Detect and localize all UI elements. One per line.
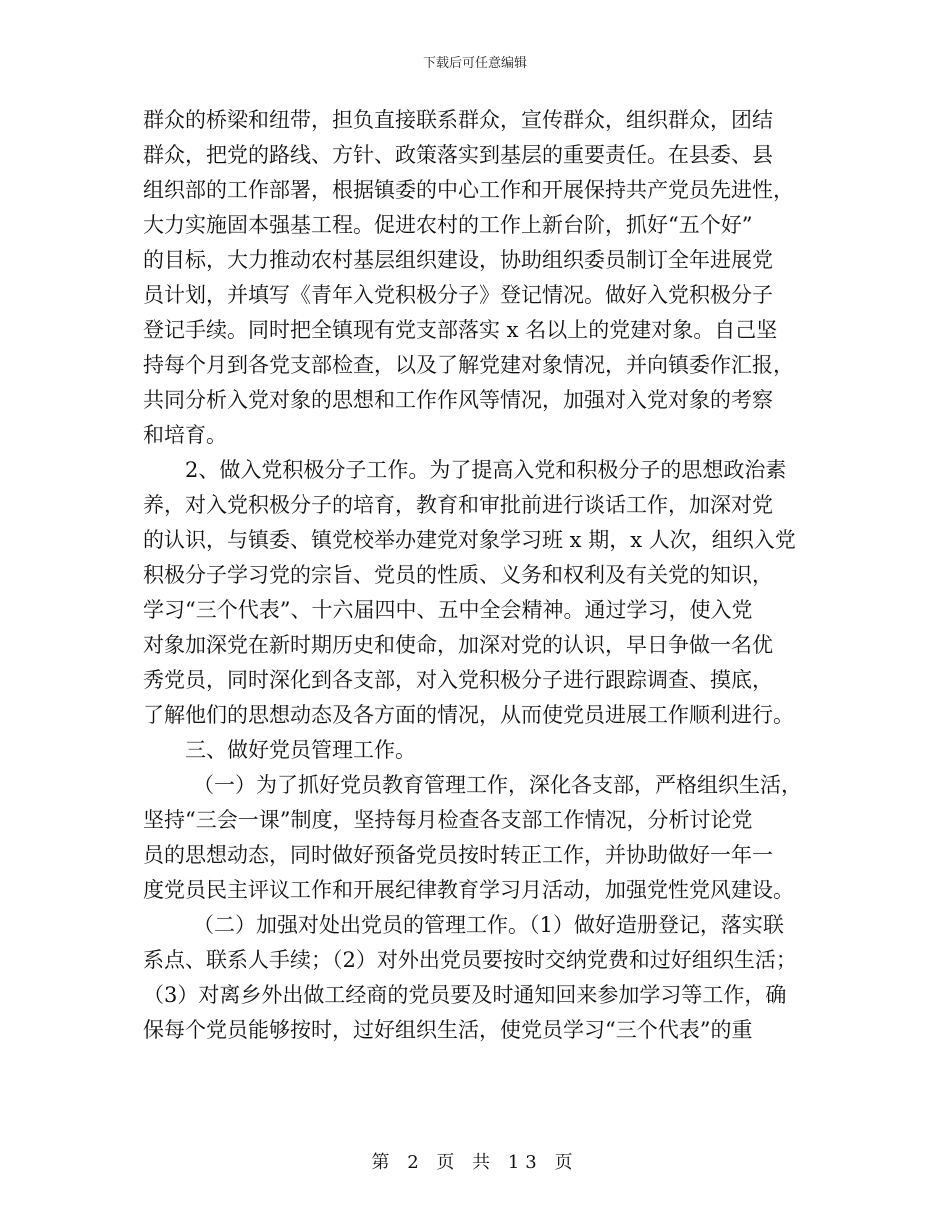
text-line: 积极分子学习党的宗旨、党员的性质、义务和权利及有关党的知识， [143,563,773,587]
text-line: 共同分析入党对象的思想和工作作风等情况，加强对入党对象的考察 [143,388,773,412]
section-heading: 三、做好党员管理工作。 [185,738,416,762]
paragraph-start-line: （一）为了抓好党员教育管理工作，深化各支部，严格组织生活， [193,773,802,797]
text-line: 和培育。 [143,423,227,447]
text-line: 群众，把党的路线、方针、政策落实到基层的重要责任。在县委、县 [143,143,773,167]
text-line: 的目标，大力推动农村基层组织建设，协助组织委员制订全年进展党 [143,248,773,272]
paragraph-start-line: （二）加强对处出党员的管理工作。（1）做好造册登记，落实联 [193,913,784,937]
text-line: 度党员民主评议工作和开展纪律教育学习月活动，加强党性党风建设。 [143,878,794,902]
text-line: 的认识，与镇委、镇党校举办建党对象学习班 x 期，x 人次，组织入党 [143,528,796,552]
text-line: 员的思想动态，同时做好预备党员按时转正工作，并协助做好一年一 [143,843,773,867]
text-line: 了解他们的思想动态及各方面的情况，从而使党员进展工作顺利进行。 [143,703,794,727]
text-line: 坚持“三会一课”制度，坚持每月检查各支部工作情况，分析讨论党 [143,808,753,832]
page-number-footer: 第 2 页 共 13 页 [371,1152,579,1173]
text-line: 养，对入党积极分子的培育，教育和审批前进行谈话工作，加深对党 [143,493,773,517]
document-body [143,103,813,1048]
page-header: 下载后可任意编辑 [422,56,527,71]
text-line: 保每个党员能够按时，过好组织生活，使党员学习“三个代表”的重 [143,1018,753,1042]
text-line: 组织部的工作部署，根据镇委的中心工作和开展保持共产党员先进性， [143,178,794,202]
text-line: 对象加深党在新时期历史和使命，加深对党的认识，早日争做一名优 [143,633,773,657]
text-line: 学习“三个代表”、十六届四中、五中全会精神。通过学习，使入党 [143,598,753,622]
text-line: 群众的桥梁和纽带，担负直接联系群众，宣传群众，组织群众，团结 [143,108,773,132]
paragraph-start-line: 2、做入党积极分子工作。为了提高入党和积极分子的思想政治素 [185,458,787,482]
text-line: 员计划，并填写《青年入党积极分子》登记情况。做好入党积极分子 [143,283,773,307]
text-line: 系点、联系人手续；（2）对外出党员要按时交纳党费和过好组织生活； [143,948,797,972]
text-line: 登记手续。同时把全镇现有党支部落实 x 名以上的党建对象。自己坚 [143,318,778,342]
text-line: 大力实施固本强基工程。促进农村的工作上新台阶，抓好“五个好” [143,213,753,237]
text-line: 持每个月到各党支部检查，以及了解党建对象情况，并向镇委作汇报， [143,353,794,377]
text-line: 秀党员，同时深化到各支部，对入党积极分子进行跟踪调查、摸底， [143,668,773,692]
text-line: （3）对离乡外出做工经商的党员要及时通知回来参加学习等工作，确 [143,983,787,1007]
